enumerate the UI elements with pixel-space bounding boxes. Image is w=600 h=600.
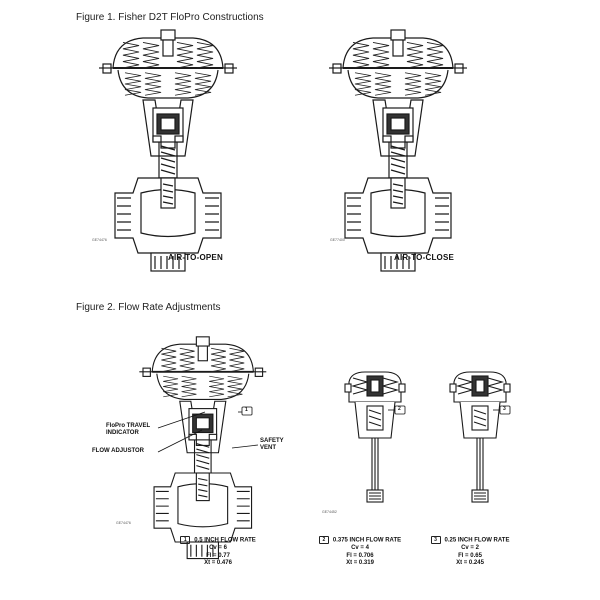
flow-adjustor-label: FLOW ADJUSTOR xyxy=(92,448,144,454)
flow-rate-2-title: 0.375 INCH FLOW RATE xyxy=(332,537,402,544)
flow-rate-1-title: 0.5 INCH FLOW RATE xyxy=(194,537,256,544)
air-to-close-drawing xyxy=(329,30,467,271)
air-to-open-caption: AIR-TO-OPEN xyxy=(168,253,223,262)
figure-1-title: Figure 1. Fisher D2T FloPro Constructions xyxy=(76,12,264,23)
travel-indicator-label: FloPro TRAVEL INDICATOR xyxy=(106,423,151,436)
flow-rate-2-cv: Cv = 4 xyxy=(351,545,369,552)
callout-2: 2 xyxy=(398,406,401,412)
flow-rate-option-3-drawing xyxy=(450,372,510,502)
flow-rate-3-number: 3 xyxy=(431,536,441,544)
air-to-close-caption: AIR-TO-CLOSE xyxy=(394,253,455,262)
flow-rate-1-fl: Fl = 0.77 xyxy=(206,552,230,559)
flow-rate-3-xt: Xt = 0.245 xyxy=(456,560,484,567)
flow-rate-main-drawing xyxy=(139,337,266,559)
callout-3: 3 xyxy=(503,406,506,412)
figure-1-right-code: GE77400 xyxy=(330,238,345,242)
figure-2-left-code: GE74476 xyxy=(116,521,131,525)
flow-rate-3 xyxy=(415,536,525,568)
flow-rate-1-xt: Xt = 0.476 xyxy=(204,560,232,567)
flow-rate-2 xyxy=(305,536,415,568)
air-to-open-drawing xyxy=(99,30,237,271)
flow-rate-option-2-drawing xyxy=(345,372,405,502)
callout-1: 1 xyxy=(245,407,248,413)
flow-rate-2-fl: Fl = 0.706 xyxy=(346,552,374,559)
flow-rate-3-cv: Cv = 2 xyxy=(461,545,479,552)
figure-2-mid-code: GE74452 xyxy=(322,510,337,514)
flow-rate-3-fl: Fl = 0.65 xyxy=(458,552,482,559)
figure-1-left-code: GE74476 xyxy=(92,238,107,242)
flow-rate-2-number: 2 xyxy=(319,536,329,544)
flow-rate-1 xyxy=(158,536,278,568)
figure-2-title: Figure 2. Flow Rate Adjustments xyxy=(76,302,221,313)
flow-rate-1-cv: Cv = 6 xyxy=(209,545,227,552)
safety-vent-label: SAFETY VENT xyxy=(260,438,284,451)
flow-rate-1-number: 1 xyxy=(180,536,190,544)
flow-rate-2-xt: Xt = 0.319 xyxy=(346,560,374,567)
flow-rate-3-title: 0.25 INCH FLOW RATE xyxy=(444,537,510,544)
